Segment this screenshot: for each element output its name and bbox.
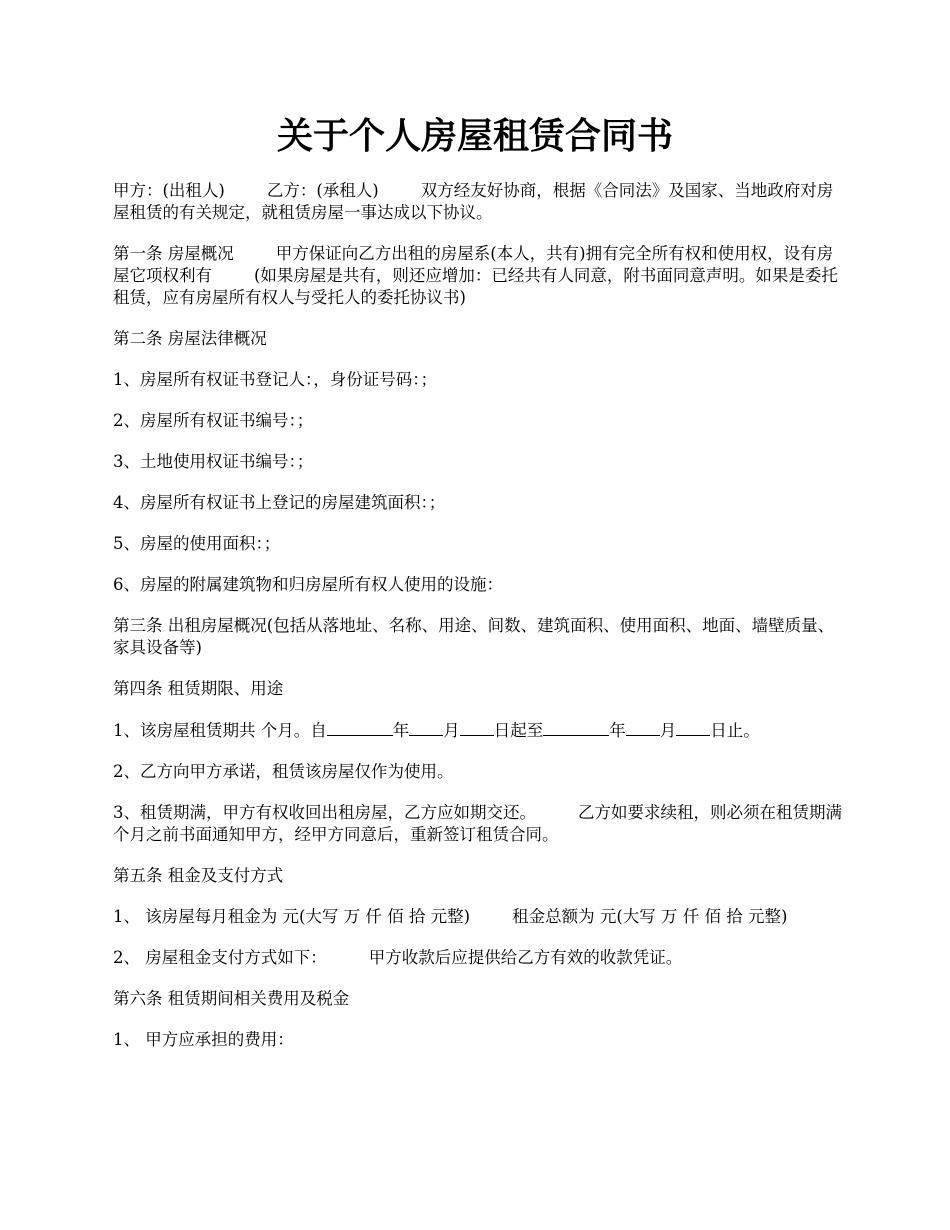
start-year-blank [327,719,393,736]
start-month-blank [409,719,443,736]
lease-term-text: 1、该房屋租赁期共 个月。自 [113,721,327,740]
end-day-label: 日止。 [710,721,760,740]
start-month-label: 月 [443,721,460,740]
total-rent-text: 租金总额为 元(大写 万 仟 佰 拾 元整) [512,907,788,926]
article-5-item-2 [113,947,843,969]
article-2-item-4: 4、房屋所有权证书上登记的房屋建筑面积：； [113,493,446,512]
end-year-blank [543,719,609,736]
intro-text: 双方经友好协商，根据《合同法》及国家、当地政府对房屋租赁的有关规定，就租赁房屋一事达成以下协议。 [113,181,834,222]
article-5-heading: 第五条 租金及支付方式 [113,866,284,885]
article-4-heading: 第四条 租赁期限、用途 [113,679,284,698]
article-1-text-2: (如果房屋是共有，则还应增加：已经共有人同意，附书面同意声明。如果是委托租赁，应有房屋所有权人与受托人的委托协议书) [113,266,838,307]
article-5-item-1 [113,906,843,928]
start-day-label: 日起至 [493,721,544,740]
receipt-text: 甲方收款后应提供给乙方有效的收款凭证。 [368,948,683,967]
party-b-label: 乙方：(承租人) [266,181,379,200]
monthly-rent-text: 1、 该房屋每月租金为 元(大写 万 仟 佰 拾 元整) [113,907,471,926]
article-4-item-3 [113,802,843,846]
article-4-item-3-part-1: 3、租赁期满，甲方有权收回出租房屋，乙方应如期交还。 [113,803,536,822]
intro-paragraph [113,180,843,224]
article-2-heading: 第二条 房屋法律概况 [113,329,267,348]
start-year-label: 年 [392,721,410,740]
article-1-paragraph [113,243,843,309]
end-month-label: 月 [659,721,677,740]
article-6-item-1: 1、 甲方应承担的费用： [113,1030,294,1049]
article-1-heading: 第一条 房屋概况 [113,244,234,263]
article-2-item-3: 3、土地使用权证书编号：； [113,452,314,471]
article-3-paragraph: 第三条 出租房屋概况(包括从落地址、名称、用途、间数、建筑面积、使用面积、地面、墙壁质量、家具设备等) [113,616,835,657]
party-a-label: 甲方：(出租人) [113,181,225,200]
article-2-item-1: 1、房屋所有权证书登记人：，身份证号码：； [113,370,437,389]
document-title: 关于个人房屋租赁合同书 [276,115,673,157]
article-2-item-6: 6、房屋的附属建筑物和归房屋所有权人使用的设施： [113,575,503,594]
end-day-blank [676,719,710,736]
end-month-blank [626,719,660,736]
end-year-label: 年 [609,721,626,740]
article-4-item-1 [113,719,843,742]
article-2-item-2: 2、房屋所有权证书编号：； [113,411,314,430]
payment-method-text: 2、 房屋租金支付方式如下： [113,948,327,967]
document-body [113,180,843,1070]
article-2-item-5: 5、房屋的使用面积：； [113,534,281,553]
article-6-heading: 第六条 租赁期间相关费用及税金 [113,989,350,1008]
article-4-item-3-part-2: 乙方如要求续租，则必须在租赁期满 个月之前书面通知甲方，经甲方同意后，重新签订租赁合同。 [113,803,842,844]
article-1-text-1: 甲方保证向乙方出租的房屋系(本人，共有)拥有完全所有权和使用权，设有房屋它项权利有 [113,244,834,285]
start-day-blank [460,719,494,736]
article-4-item-2: 2、乙方向甲方承诺，租赁该房屋仅作为使用。 [113,762,454,781]
